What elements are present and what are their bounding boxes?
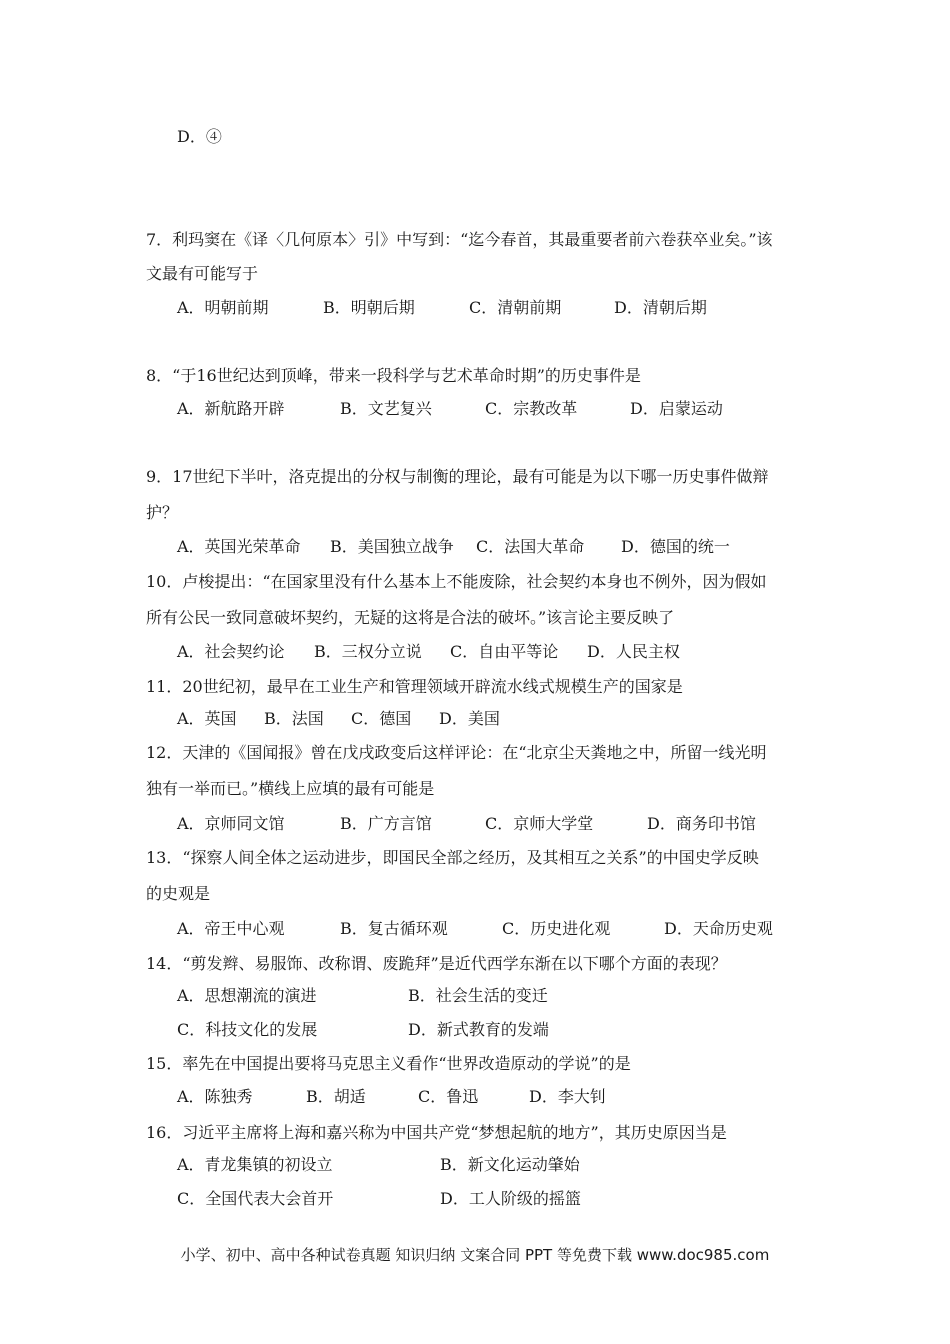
q12-stem-line1: 12．天津的《国闻报》曾在戊戌政变后这样评论：在“北京尘天粪地之中，所留一线光明 (146, 743, 767, 762)
q11-stem-line1: 11．20世纪初，最早在工业生产和管理领域开辟流水线式规模生产的国家是 (146, 677, 683, 696)
q16-option-c: C．全国代表大会首开 (177, 1189, 334, 1208)
q10-stem-line2: 所有公民一致同意破坏契约，无疑的这将是合法的破坏。”该言论主要反映了 (146, 608, 675, 627)
q10-option-a: A．社会契约论 (177, 642, 285, 661)
q13-option-d: D．天命历史观 (664, 919, 773, 938)
q14-option-c: C．科技文化的发展 (177, 1020, 318, 1039)
page-footer: 小学、初中、高中各种试卷真题 知识归纳 文案合同 PPT 等免费下载 www.doc985.com (180, 1246, 770, 1264)
q15-stem-line1: 15．率先在中国提出要将马克思主义看作“世界改造原动的学说”的是 (146, 1054, 631, 1073)
q13-option-a: A．帝王中心观 (177, 919, 285, 938)
q9-stem-line2: 护？ (146, 503, 179, 522)
q11-option-c: C．德国 (351, 709, 412, 728)
q7-stem-line2: 文最有可能写于 (146, 264, 259, 283)
q8-stem-line1: 8．“于16世纪达到顶峰，带来一段科学与艺术革命时期”的历史事件是 (146, 366, 641, 385)
q12-option-a: A．京师同文馆 (177, 814, 285, 833)
q6-option-d: D．④ (177, 127, 222, 146)
q12-stem-line2-rest: 举而已。”横线上应填的最有可能是 (194, 779, 435, 798)
q12-option-d: D．商务印书馆 (647, 814, 756, 833)
q8-option-c: C．宗教改革 (485, 399, 578, 418)
q7-option-c: C．清朝前期 (469, 298, 562, 317)
q9-option-a: A．英国光荣革命 (177, 537, 301, 556)
q14-option-d: D．新式教育的发端 (408, 1020, 549, 1039)
q7-stem-line1: 7．利玛窦在《译〈几何原本〉引》中写到：“迄今春首，其最重要者前六卷获卒业矣。”该 (146, 230, 773, 249)
q8-option-b: B．文艺复兴 (340, 399, 432, 418)
q11-option-a: A．英国 (177, 709, 237, 728)
q10-stem-line1: 10．卢梭提出：“在国家里没有什么基本上不能废除，社会契约本身也不例外，因为假如 (146, 572, 767, 591)
q15-option-b: B．胡适 (306, 1087, 366, 1106)
q13-stem-line2: 的史观是 (146, 884, 211, 903)
q14-option-b: B．社会生活的变迁 (408, 986, 548, 1005)
q8-option-d: D．启蒙运动 (630, 399, 723, 418)
q10-option-d: D．人民主权 (587, 642, 680, 661)
q10-option-b: B．三权分立说 (314, 642, 422, 661)
q16-option-d: D．工人阶级的摇篮 (440, 1189, 581, 1208)
q12-stem-line2 (146, 779, 434, 799)
q15-option-d: D．李大钊 (529, 1087, 606, 1106)
q16-option-a: A．青龙集镇的初设立 (177, 1155, 333, 1174)
q16-option-b: B．新文化运动肇始 (440, 1155, 580, 1174)
q16-stem-line1: 16．习近平主席将上海和嘉兴称为中国共产党“梦想起航的地方”，其历史原因当是 (146, 1123, 727, 1142)
q9-option-b: B．美国独立战争 (330, 537, 454, 556)
q11-option-d: D．美国 (439, 709, 500, 728)
q7-option-b: B．明朝后期 (323, 298, 415, 317)
q7-option-a: A．明朝前期 (177, 298, 269, 317)
q12-option-b: B．广方言馆 (340, 814, 432, 833)
q10-option-c: C．自由平等论 (450, 642, 559, 661)
q8-option-a: A．新航路开辟 (177, 399, 285, 418)
q14-stem-line1: 14．“剪发辫、易服饰、改称谓、废跪拜”是近代西学东渐在以下哪个方面的表现？ (146, 954, 727, 973)
q13-stem-line1: 13．“探察人间全体之运动进步，即国民全部之经历，及其相互之关系”的中国史学反映 (146, 848, 759, 867)
q13-option-c: C．历史进化观 (502, 919, 611, 938)
q11-option-b: B．法国 (264, 709, 324, 728)
q9-stem-line1: 9．17世纪下半叶，洛克提出的分权与制衡的理论，最有可能是为以下哪一历史事件做辩 (146, 467, 769, 486)
q9-option-d: D．德国的统一 (621, 537, 730, 556)
q15-option-c: C．鲁迅 (418, 1087, 479, 1106)
q13-option-b: B．复古循环观 (340, 919, 448, 938)
q15-option-a: A．陈独秀 (177, 1087, 253, 1106)
q14-option-a: A．思想潮流的演进 (177, 986, 317, 1005)
q9-option-c: C．法国大革命 (476, 537, 585, 556)
q12-option-c: C．京师大学堂 (485, 814, 594, 833)
q12-stem-line2-start: 独有一 (146, 779, 195, 798)
q7-option-d: D．清朝后期 (614, 298, 707, 317)
